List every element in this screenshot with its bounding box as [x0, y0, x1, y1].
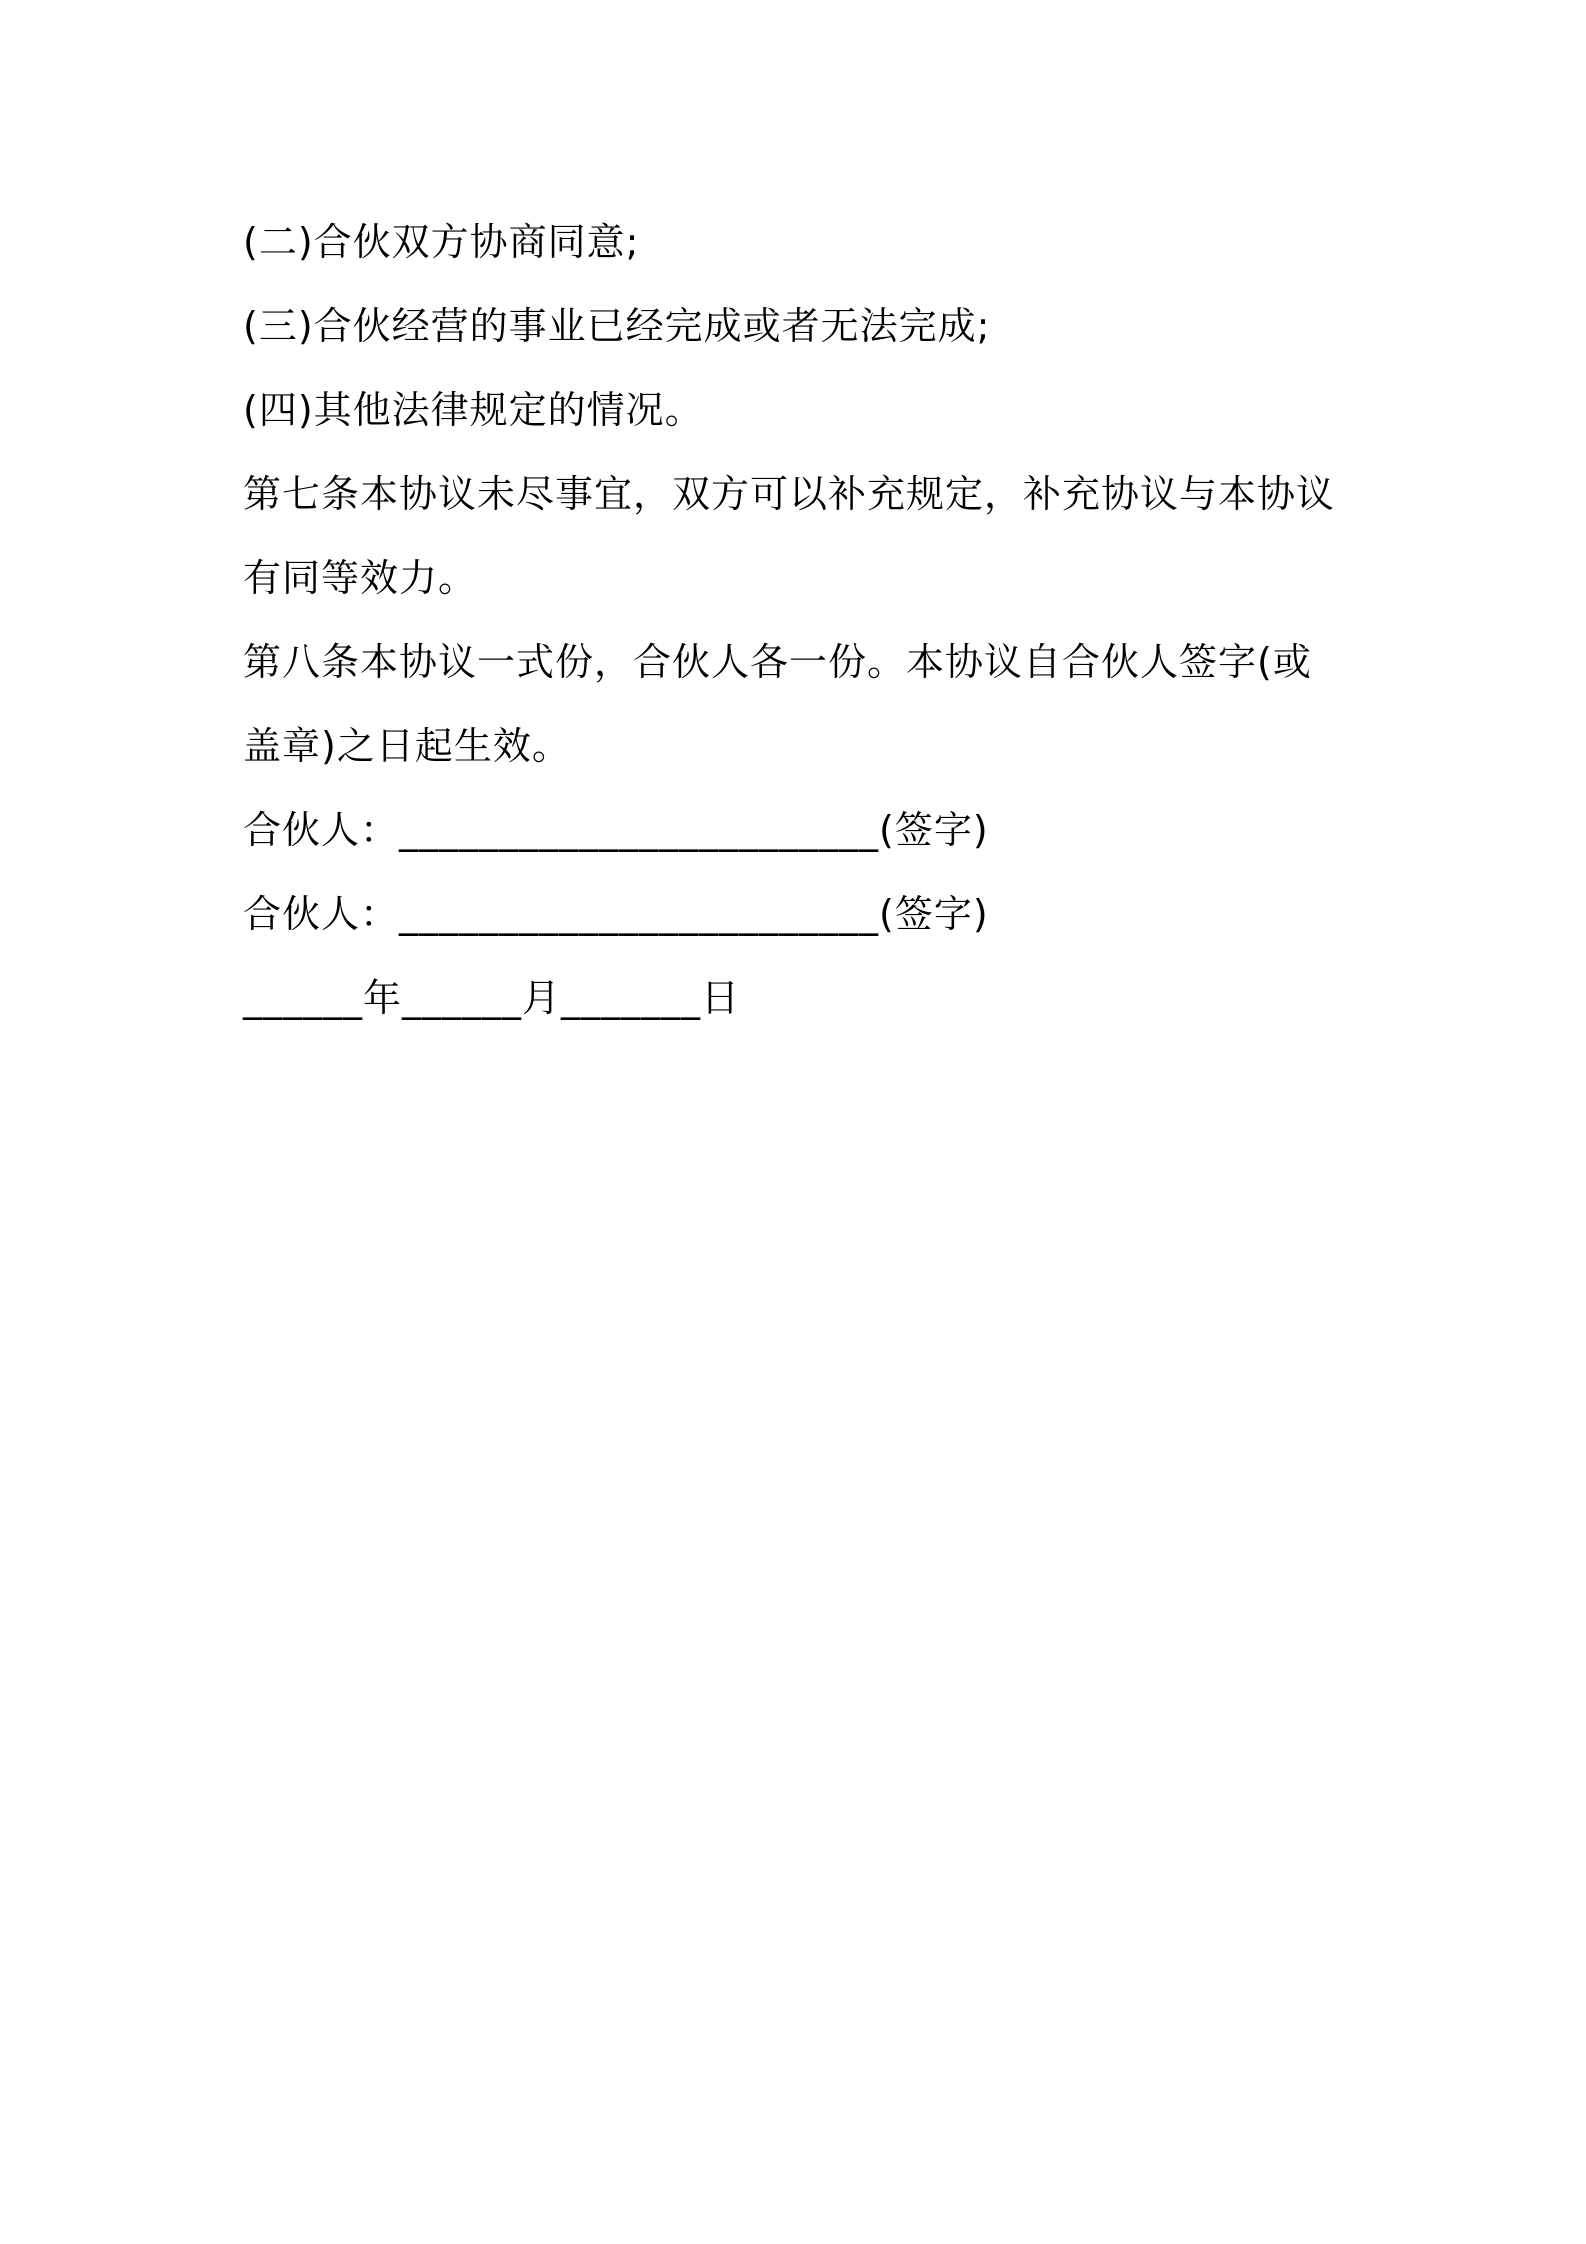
clause-item-2: (二)合伙双方协商同意; [243, 220, 640, 264]
date-line: ______年______月_______日 [243, 976, 741, 1020]
partner-signature-line-2: 合伙人：________________________(签字) [243, 892, 989, 936]
partner-signature-line-1: 合伙人：________________________(签字) [243, 808, 989, 852]
article-8-line-1: 第八条本协议一式份，合伙人各一份。本协议自合伙人签字(或 [243, 640, 1312, 684]
document-body [243, 200, 1363, 1040]
article-7-line-1: 第七条本协议未尽事宜，双方可以补充规定，补充协议与本协议 [243, 472, 1336, 516]
article-7-line-2: 有同等效力。 [243, 556, 478, 600]
clause-item-3: (三)合伙经营的事业已经完成或者无法完成; [243, 304, 991, 348]
clause-item-4: (四)其他法律规定的情况。 [243, 388, 704, 432]
article-8-line-2: 盖章)之日起生效。 [243, 724, 571, 768]
